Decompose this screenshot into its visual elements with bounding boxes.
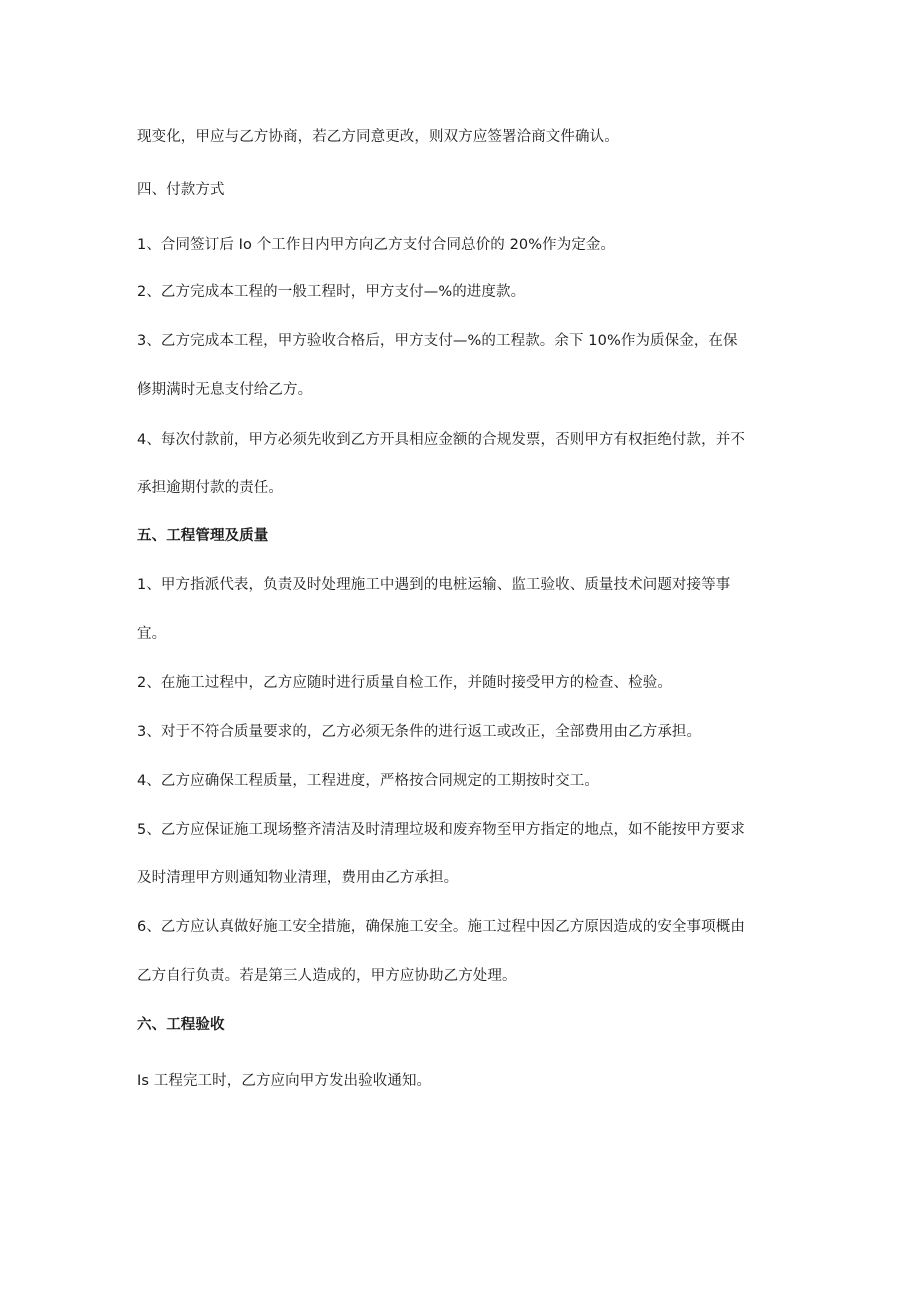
paragraph-line: Is 工程完工时，乙方应向甲方发出验收通知。 bbox=[137, 1073, 432, 1089]
paragraph-line: 6、乙方应认真做好施工安全措施，确保施工安全。施工过程中因乙方原因造成的安全事项概由 bbox=[137, 919, 745, 935]
section-heading-payment: 四、付款方式 bbox=[137, 182, 225, 198]
paragraph-line: 现变化，甲应与乙方协商，若乙方同意更改，则双方应签署洽商文件确认。 bbox=[137, 129, 619, 145]
paragraph-line: 2、乙方完成本工程的一般工程时，甲方支付—%的进度款。 bbox=[137, 284, 526, 300]
paragraph-line: 1、合同签订后 Io 个工作日内甲方向乙方支付合同总价的 20%作为定金。 bbox=[137, 237, 616, 253]
paragraph-line: 宜。 bbox=[137, 626, 167, 642]
paragraph-line: 4、乙方应确保工程质量，工程进度，严格按合同规定的工期按时交工。 bbox=[137, 773, 599, 789]
paragraph-line: 3、乙方完成本工程，甲方验收合格后，甲方支付—%的工程款。余下 10%作为质保金，在保 bbox=[137, 333, 738, 349]
section-heading-quality: 五、工程管理及质量 bbox=[137, 528, 269, 544]
paragraph-line: 及时清理甲方则通知物业清理，费用由乙方承担。 bbox=[137, 870, 459, 886]
paragraph-line: 5、乙方应保证施工现场整齐清洁及时清理垃圾和废弃物至甲方指定的地点，如不能按甲方要求 bbox=[137, 822, 745, 838]
section-heading-acceptance: 六、工程验收 bbox=[137, 1017, 225, 1033]
paragraph-line: 承担逾期付款的责任。 bbox=[137, 480, 283, 496]
paragraph-line: 乙方自行负责。若是第三人造成的，甲方应协助乙方处理。 bbox=[137, 968, 517, 984]
paragraph-line: 4、每次付款前，甲方必须先收到乙方开具相应金额的合规发票，否则甲方有权拒绝付款，并不 bbox=[137, 432, 745, 448]
paragraph-line: 3、对于不符合质量要求的，乙方必须无条件的进行返工或改正，全部费用由乙方承担。 bbox=[137, 724, 702, 740]
paragraph-line: 1、甲方指派代表，负责及时处理施工中遇到的电桩运输、监工验收、质量技术问题对接等事 bbox=[137, 577, 731, 593]
paragraph-line: 2、在施工过程中，乙方应随时进行质量自检工作，并随时接受甲方的检查、检验。 bbox=[137, 675, 672, 691]
paragraph-line: 修期满时无息支付给乙方。 bbox=[137, 382, 313, 398]
